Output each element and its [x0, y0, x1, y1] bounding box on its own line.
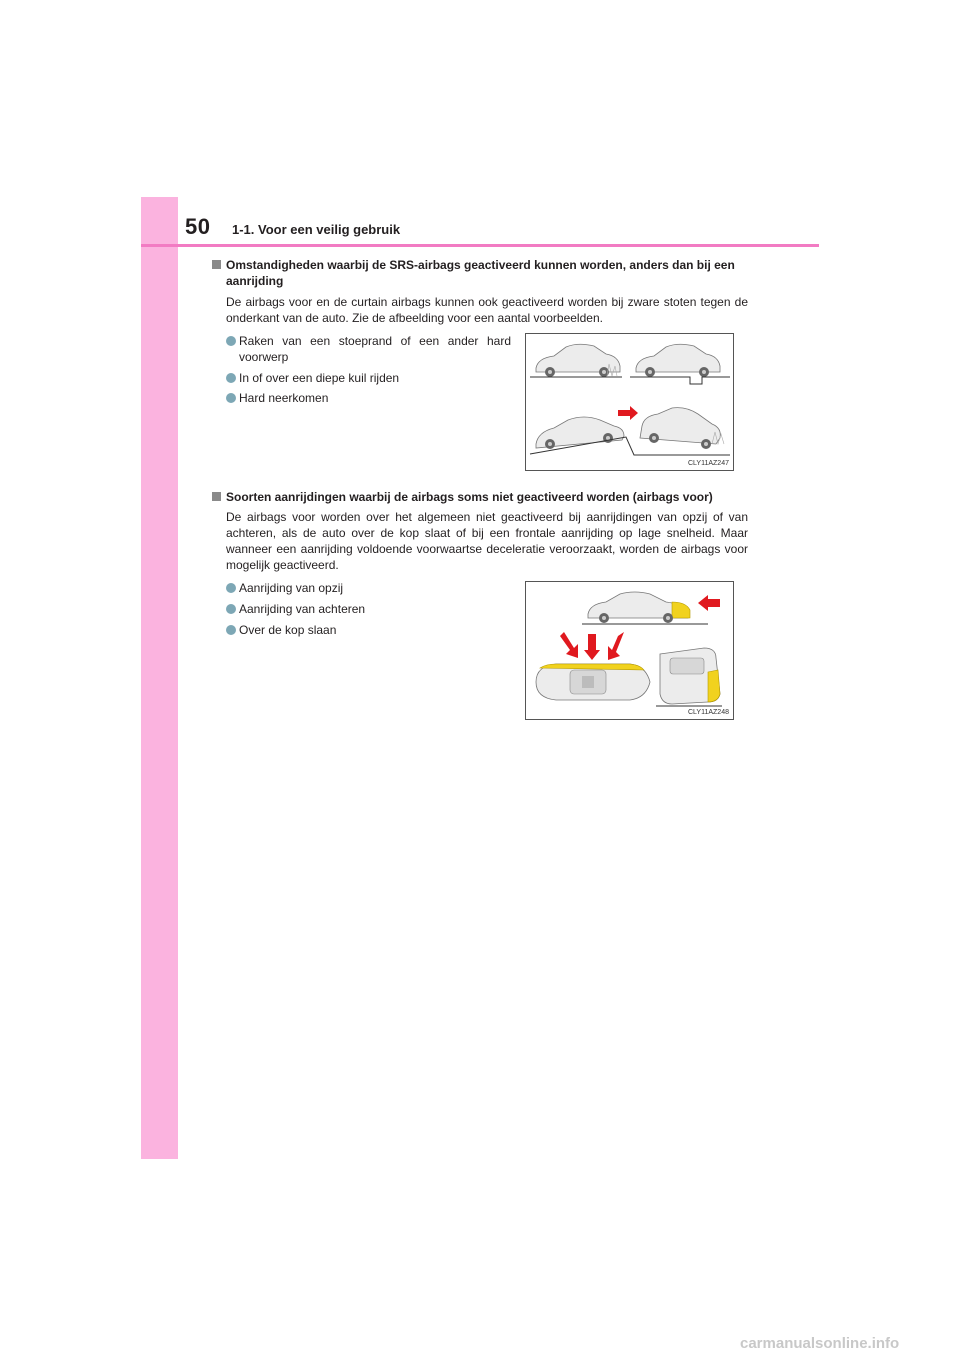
car-hitting-curb-illustration: [530, 344, 622, 377]
watermark: carmanualsonline.info: [740, 1335, 900, 1352]
section1-bullet-3: Hard neerkomen: [226, 390, 328, 406]
section1-bullet-1: Raken van een stoeprand of een ander hard voorwerp: [226, 333, 511, 365]
car-rollover-illustration: [656, 648, 722, 706]
figure-code: CLY11AZ248: [688, 709, 729, 716]
bullet-dot-icon: [226, 625, 236, 635]
red-arrow-icon: [584, 634, 600, 660]
section-title: 1-1. Voor een veilig gebruik: [232, 222, 401, 237]
page-number: 50: [185, 214, 211, 239]
bullet-dot-icon: [226, 373, 236, 383]
section2-heading-text: Soorten aanrijdingen waarbij de airbags soms niet geactiveerd worden (airbags voor): [226, 490, 713, 504]
bullet-dot-icon: [226, 583, 236, 593]
red-arrow-icon: [608, 632, 624, 660]
section2-bullet-3: Over de kop slaan: [226, 622, 336, 638]
bullet-dot-icon: [226, 393, 236, 403]
bullet-dot-icon: [226, 336, 236, 346]
non-deploy-collision-illustration: [526, 582, 733, 719]
section1-heading: [212, 257, 752, 289]
square-bullet-icon: [212, 260, 221, 269]
red-arrow-icon: [618, 406, 638, 420]
figure-underbody-impacts: [525, 333, 734, 471]
figure-non-deploy-collisions: [525, 581, 734, 720]
car-hard-landing-illustration: [640, 408, 724, 449]
side-tab-bar: [141, 197, 178, 1159]
section2-bullet-1: Aanrijding van opzij: [226, 580, 343, 596]
red-arrow-icon: [698, 595, 720, 611]
section2-bullet-2: Aanrijding van achteren: [226, 601, 365, 617]
underbody-impact-illustration: [526, 334, 733, 470]
section1-heading-text: Omstandigheden waarbij de SRS-airbags geactiveerd kunnen worden, anders dan bij een aanrijding: [226, 258, 735, 288]
car-rear-impact-illustration: [582, 592, 708, 624]
red-arrow-icon: [560, 632, 578, 658]
car-over-pothole-illustration: [630, 344, 730, 384]
section1-bullet-2: In of over een diepe kuil rijden: [226, 370, 399, 386]
car-side-impact-top-view-illustration: [536, 664, 650, 700]
section2-paragraph: De airbags voor worden over het algemeen niet geactiveerd bij aanrijdingen van opzij of van achteren, als de auto over de kop slaat of bij een frontale aanrijding op lage snelheid. Maar wanneer een aanrijding voldoende voorwaartse deceleratie veroorzaakt, worden de airbags voor mogelijk geactiveerd.: [226, 510, 748, 572]
bullet-dot-icon: [226, 604, 236, 614]
square-bullet-icon: [212, 492, 221, 501]
section2-heading: [212, 489, 752, 505]
figure-code: CLY11AZ247: [688, 460, 729, 467]
section1-paragraph: De airbags voor en de curtain airbags kunnen ook geactiveerd worden bij zware stoten tegen de onderkant van de auto. Zie de afbeelding voor een aantal voorbeelden.: [226, 295, 748, 325]
header-rule: [141, 244, 819, 247]
